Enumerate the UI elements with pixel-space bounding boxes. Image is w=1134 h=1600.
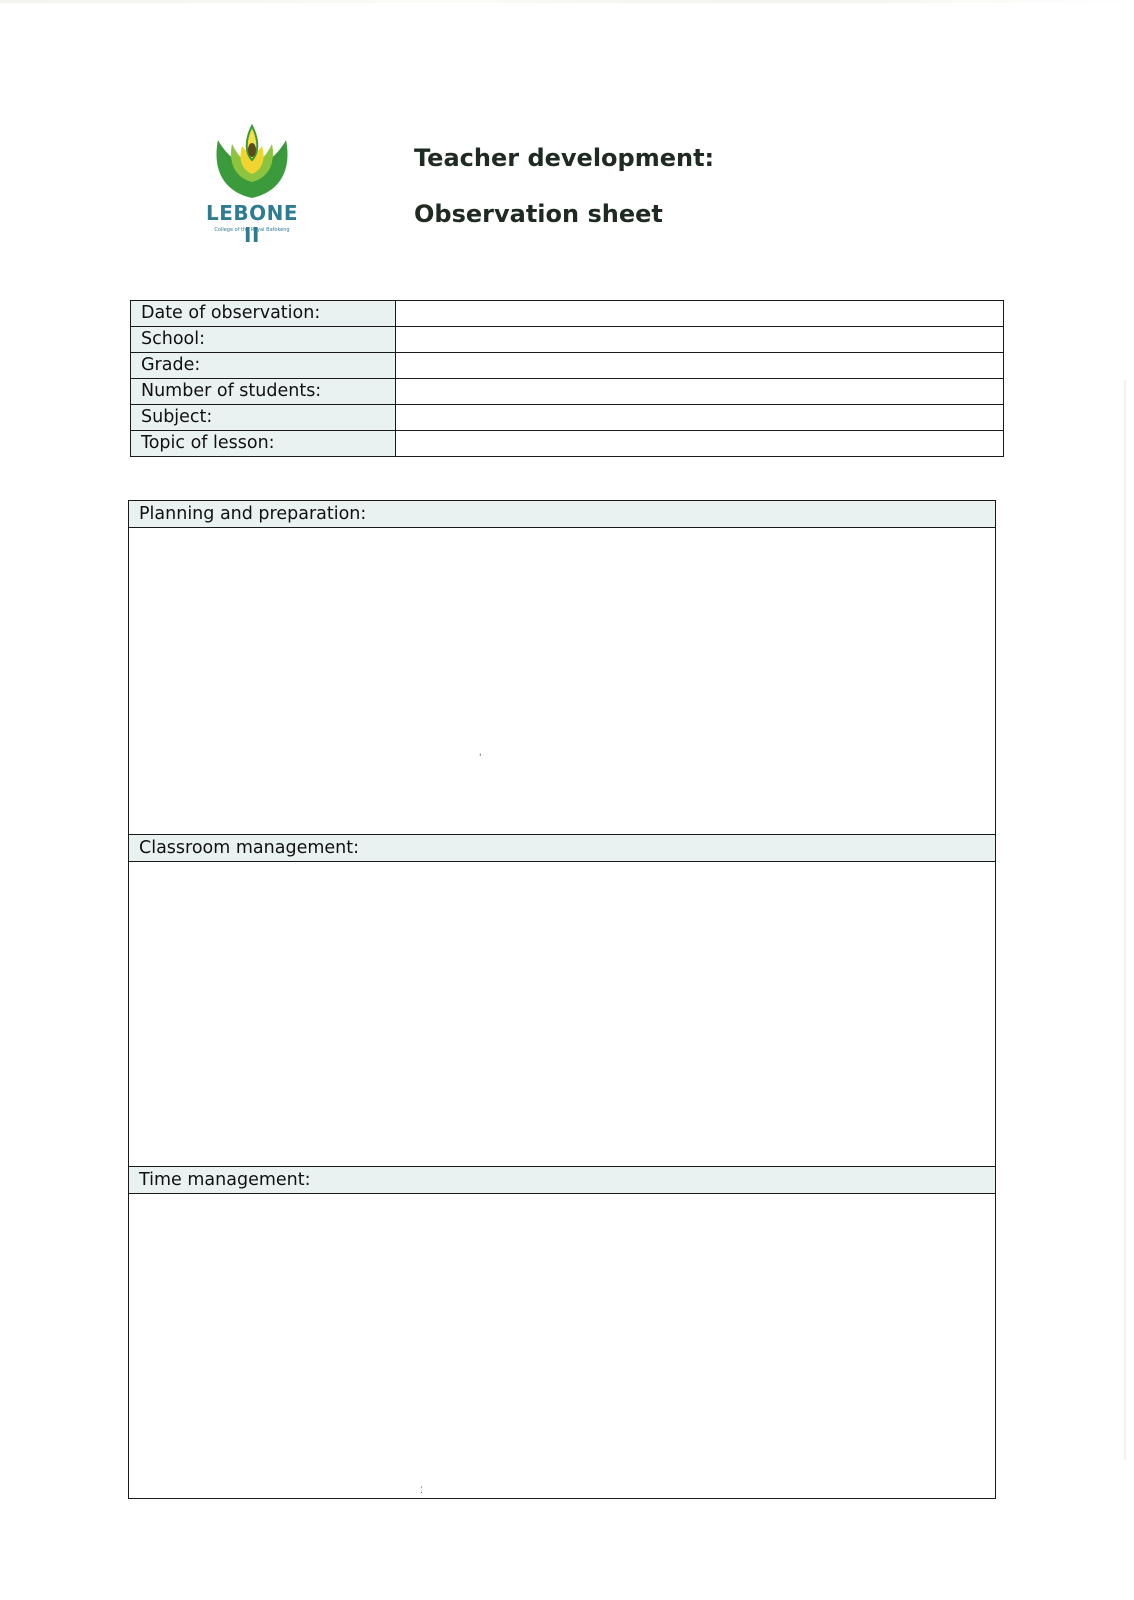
time-heading: Time management: <box>129 1166 995 1194</box>
subject-label: Subject: <box>131 405 396 431</box>
page-title: Teacher development: <box>414 144 715 172</box>
observation-notes <box>128 500 996 1499</box>
school-field[interactable] <box>396 327 1004 353</box>
grade-field[interactable] <box>396 353 1004 379</box>
details-row-students <box>131 379 1004 405</box>
details-row-subject <box>131 405 1004 431</box>
scan-speck: ⁚ <box>420 1486 423 1496</box>
date-of-observation-label: Date of observation: <box>131 301 396 327</box>
observation-details-table <box>130 300 1004 457</box>
number-of-students-label: Number of students: <box>131 379 396 405</box>
classroom-heading: Classroom management: <box>129 834 995 862</box>
scan-speck: ' <box>479 753 482 763</box>
classroom-section <box>129 834 995 1166</box>
grade-label: Grade: <box>131 353 396 379</box>
details-row-school <box>131 327 1004 353</box>
planning-heading: Planning and preparation: <box>129 501 995 528</box>
details-row-grade <box>131 353 1004 379</box>
school-logo <box>196 120 308 247</box>
page-subtitle: Observation sheet <box>414 200 663 228</box>
subject-field[interactable] <box>396 405 1004 431</box>
topic-of-lesson-label: Topic of lesson: <box>131 431 396 457</box>
details-row-date <box>131 301 1004 327</box>
date-of-observation-field[interactable] <box>396 301 1004 327</box>
planning-section <box>129 501 995 834</box>
scan-edge-right <box>1124 380 1126 1460</box>
classroom-notes-field[interactable] <box>129 862 995 1166</box>
lebone-emblem-icon <box>210 120 294 200</box>
logo-tagline: College of the Royal Bafokeng <box>214 227 290 233</box>
school-label: School: <box>131 327 396 353</box>
time-notes-field[interactable] <box>129 1194 995 1498</box>
logo-wordmark: LEBONE II <box>205 201 299 247</box>
details-row-topic <box>131 431 1004 457</box>
planning-notes-field[interactable] <box>129 528 995 834</box>
topic-of-lesson-field[interactable] <box>396 431 1004 457</box>
number-of-students-field[interactable] <box>396 379 1004 405</box>
time-section <box>129 1166 995 1498</box>
scan-edge-top <box>0 0 1134 3</box>
